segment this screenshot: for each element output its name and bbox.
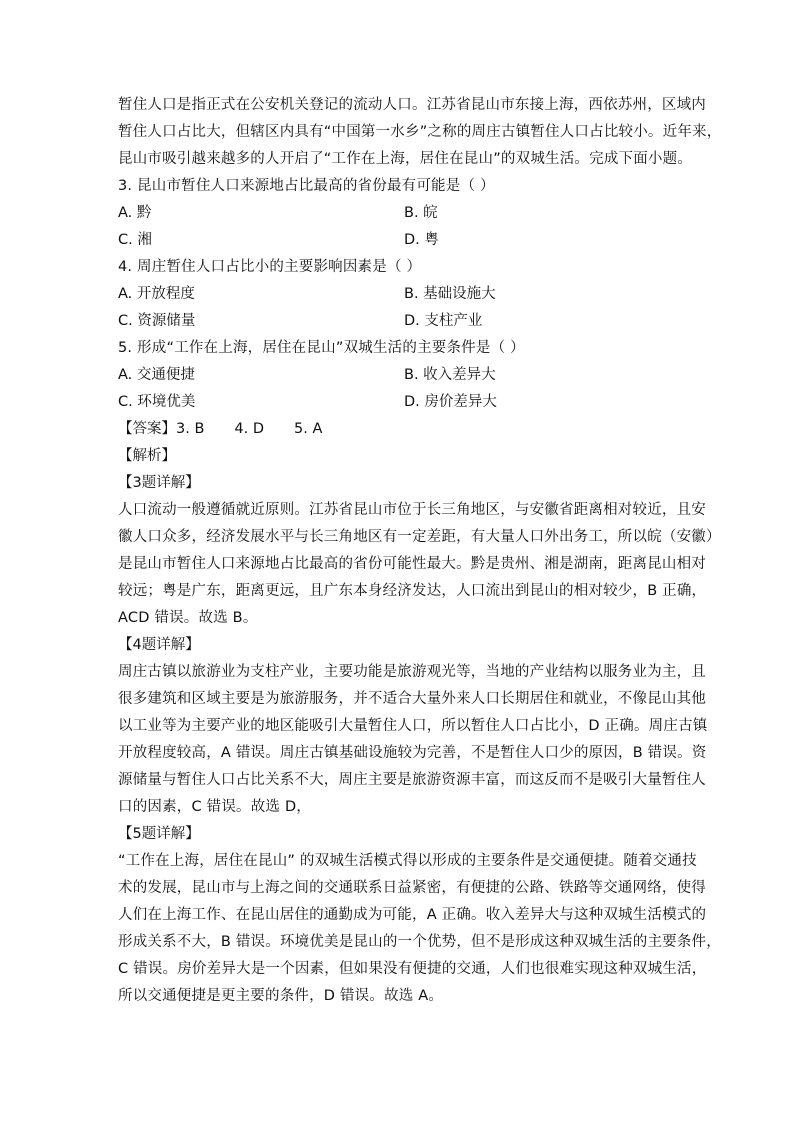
explanation-line: 源储量与暂住人口占比关系不大，周庄主要是旅游资源丰富，而这反而不是吸引大量暂住人	[118, 772, 706, 788]
analysis-label: 【解析】	[118, 448, 176, 464]
question-stem: 4. 周庄暂住人口占比小的主要影响因素是（ ）	[118, 259, 422, 275]
option-b: B. 皖	[404, 205, 438, 221]
intro-paragraph	[118, 92, 722, 173]
option-b: B. 收入差异大	[404, 367, 496, 383]
explanation-line: ACD 错误。故选 B。	[118, 610, 258, 626]
explanation-line: 是昆山市暂住人口来源地占比最高的省份可能性最大。黔是贵州、湘是湖南，距离昆山相对	[118, 556, 706, 572]
explanation-line: 人口流动一般遵循就近原则。江苏省昆山市位于长三角地区，与安徽省距离相对较近，且安	[118, 502, 706, 518]
answer-label: 【答案】3. B	[118, 421, 205, 437]
answer-4: 4. D	[234, 421, 265, 437]
intro-line: 暂住人口是指正式在公安机关登记的流动人口。江苏省昆山市东接上海，西依苏州，区域内	[118, 97, 706, 113]
answer-5: 5. A	[294, 421, 323, 437]
explanation-5	[118, 821, 721, 1010]
option-d: D. 粤	[404, 232, 439, 248]
answer-line	[118, 416, 690, 443]
explanation-3	[118, 470, 721, 632]
option-a: A. 交通便捷	[118, 367, 195, 383]
option-a: A. 黔	[118, 205, 152, 221]
explanation-line: 很多建筑和区域主要是为旅游服务，并不适合大量外来人口长期居住和就业，不像昆山其他	[118, 691, 706, 707]
option-c: C. 环境优美	[118, 394, 196, 410]
explanation-line: 口的因素，C 错误。故选 D，	[118, 799, 312, 815]
document-page	[118, 92, 722, 1010]
option-d: D. 支柱产业	[404, 313, 483, 329]
explanation-line: 较远；粤是广东，距离更远，且广东本身经济发达，人口流出到昆山的相对较少，B 正确，	[118, 583, 707, 599]
section-title: 【4题详解】	[118, 637, 200, 653]
question-stem: 5. 形成“工作在上海，居住在昆山”双城生活的主要条件是（ ）	[118, 340, 525, 356]
question-3	[118, 173, 690, 254]
explanation-line: 开放程度较高，A 错误。周庄古镇基础设施较为完善，不是暂住人口少的原因，B 错误。资	[118, 745, 707, 761]
section-title: 【5题详解】	[118, 826, 200, 842]
explanation-line: 所以交通便捷是更主要的条件，D 错误。故选 A。	[118, 988, 444, 1004]
option-c: C. 湘	[118, 232, 152, 248]
explanation-4	[118, 632, 708, 821]
explanation-line: 周庄古镇以旅游业为支柱产业，主要功能是旅游观光等，当地的产业结构以服务业为主，且	[118, 664, 706, 680]
option-c: C. 资源储量	[118, 313, 196, 329]
explanation-line: C 错误。房价差异大是一个因素，但如果没有便捷的交通，人们也很难实现这种双城生活，	[118, 961, 707, 977]
explanation-line: 形成关系不大，B 错误。环境优美是昆山的一个优势，但不是形成这种双城生活的主要条件，	[118, 934, 721, 950]
question-4	[118, 254, 690, 335]
explanation-line: 术的发展，昆山市与上海之间的交通联系日益紧密，有便捷的公路、铁路等交通网络，使得	[118, 880, 706, 896]
explanation-line: 以工业等为主要产业的地区能吸引大量暂住人口，所以暂住人口占比小，D 正确。周庄古镇	[118, 718, 708, 734]
explanation-line: 人们在上海工作、在昆山居住的通勤成为可能，A 正确。收入差异大与这种双城生活模式的	[118, 907, 707, 923]
question-5	[118, 335, 690, 416]
option-b: B. 基础设施大	[404, 286, 496, 302]
question-stem: 3. 昆山市暂住人口来源地占比最高的省份最有可能是（ ）	[118, 178, 495, 194]
option-d: D. 房价差异大	[404, 394, 497, 410]
explanation-line: 徽人口众多，经济发展水平与长三角地区有一定差距，有大量人口外出务工，所以皖（安徽）	[118, 529, 721, 545]
option-a: A. 开放程度	[118, 286, 195, 302]
section-title: 【3题详解】	[118, 475, 200, 491]
explanation-line: “工作在上海，居住在昆山” 的双城生活模式得以形成的主要条件是交通便捷。随着交通技	[118, 853, 697, 869]
intro-line: 暂住人口占比大，但辖区内具有“中国第一水乡”之称的周庄古镇暂住人口占比较小。近年来，	[118, 124, 722, 140]
intro-line: 昆山市吸引越来越多的人开启了“工作在上海，居住在昆山”的双城生活。完成下面小题。	[118, 151, 693, 167]
